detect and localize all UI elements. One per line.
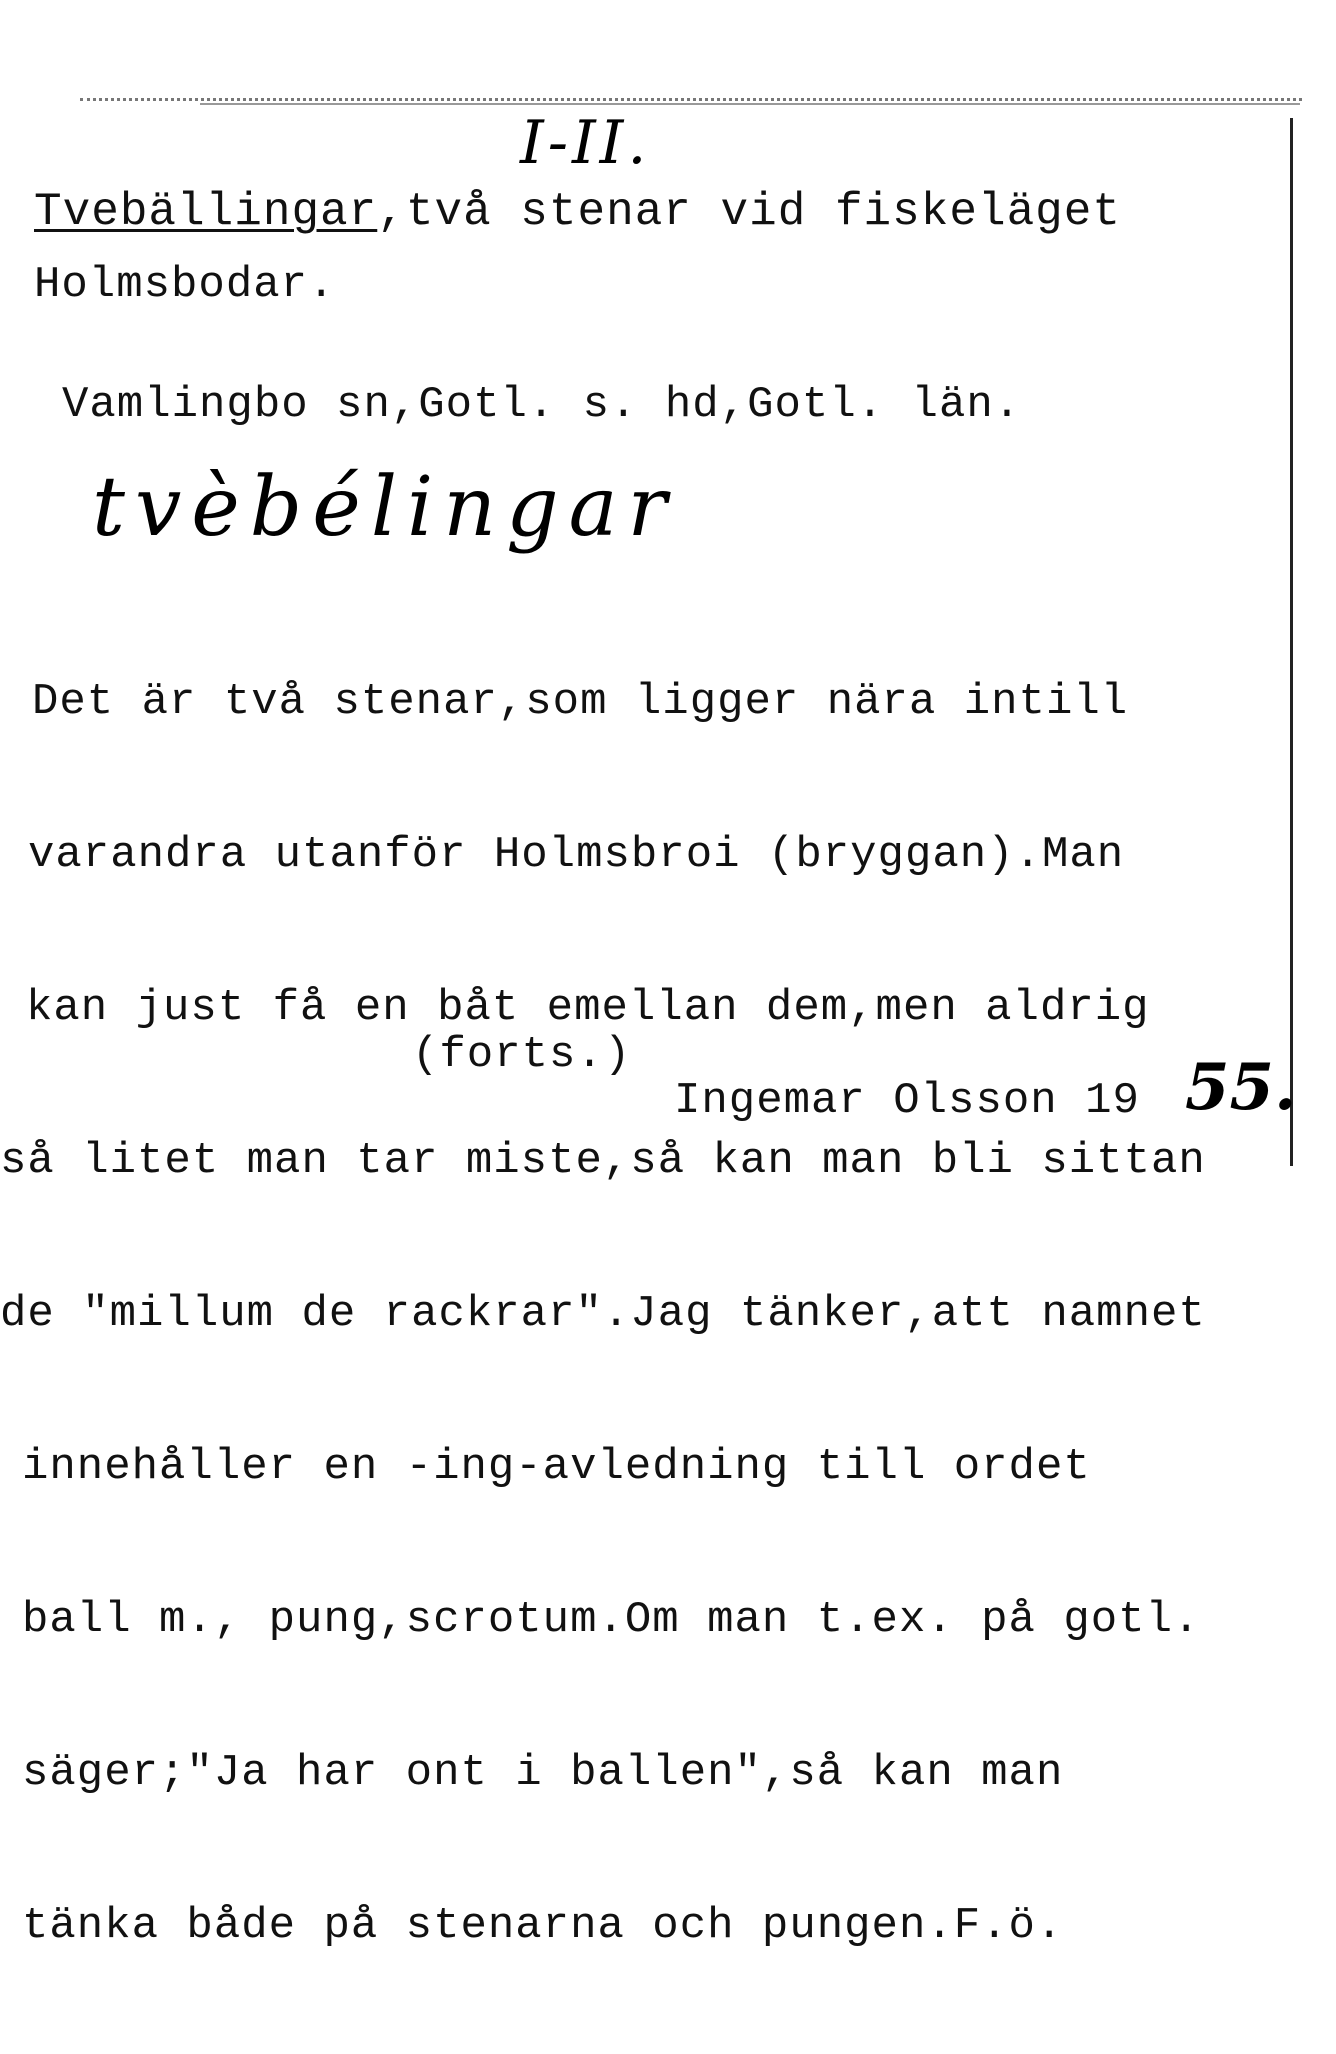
- body-line: kan just få en båt emellan dem,men aldrig: [26, 983, 1150, 1033]
- body-line: säger;"Ja har ont i ballen",så kan man: [22, 1748, 1064, 1798]
- card-top-edge: [80, 98, 1302, 101]
- body-line: ball m., pung,scrotum.Om man t.ex. på gotl.: [22, 1595, 1201, 1645]
- collector-signature: Ingemar Olsson 19: [674, 1076, 1140, 1126]
- headword: Tvebällingar: [34, 186, 378, 238]
- title-description: ,två stenar vid fiskeläget: [377, 186, 1121, 238]
- body-line: tänka både på stenarna och pungen.F.ö.: [22, 1901, 1064, 1951]
- location-line: Vamlingbo sn,Gotl. s. hd,Gotl. län.: [62, 380, 1022, 430]
- body-line: varandra utanför Holmsbroi (bryggan).Man: [28, 830, 1125, 880]
- phonetic-transcription: tvèbélingar: [92, 460, 677, 555]
- title-line-2: Holmsbodar.: [34, 260, 336, 310]
- body-line: så litet man tar miste,så kan man bli sittan: [0, 1136, 1206, 1186]
- body-text: [0, 575, 1206, 2054]
- handwritten-year: 55.: [1185, 1050, 1297, 1125]
- card-right-edge: [1290, 118, 1293, 1166]
- body-line: Det är två stenar,som ligger nära intill: [32, 677, 1129, 727]
- body-line: de "millum de rackrar".Jag tänker,att namnet: [0, 1289, 1206, 1339]
- card-top-edge-inner: [200, 103, 1300, 105]
- body-line: innehåller en -ing-avledning till ordet: [22, 1442, 1091, 1492]
- classification-mark: I-II.: [520, 108, 651, 178]
- continued-note: (forts.): [412, 1030, 632, 1080]
- title-line: [34, 186, 1121, 238]
